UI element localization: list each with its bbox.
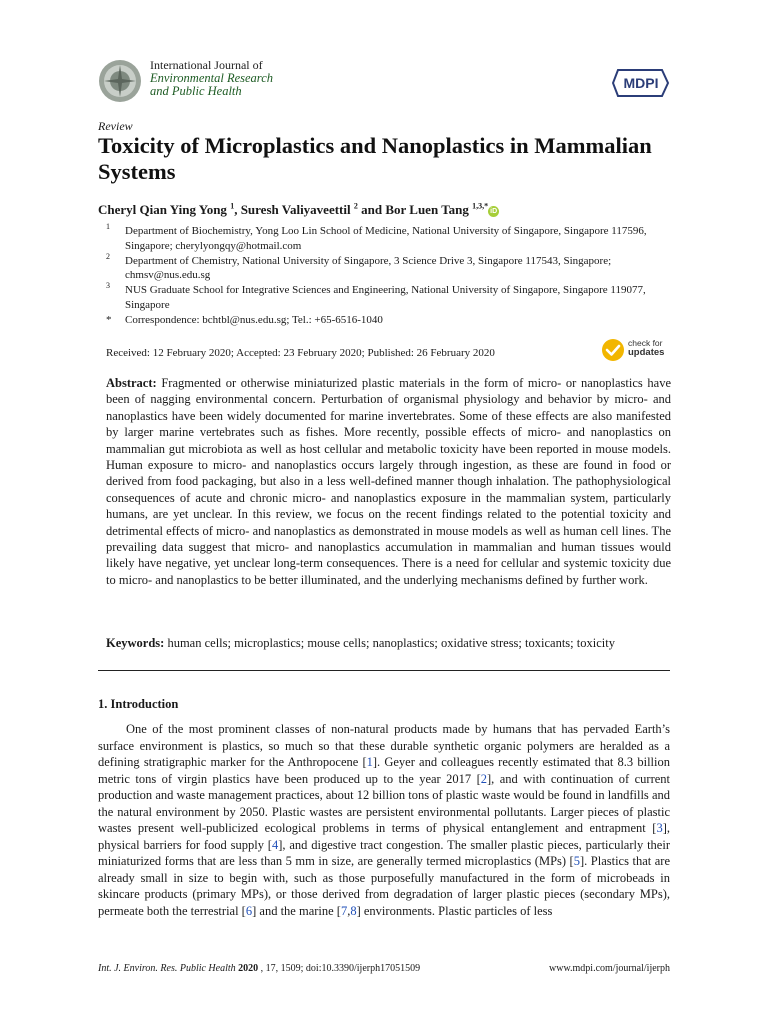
affiliation-item (98, 283, 673, 313)
intro-text: ] and the marine [ (252, 903, 341, 918)
author-separator: , (234, 202, 241, 218)
check-for-updates-button[interactable] (601, 338, 673, 362)
article-title: Toxicity of Microplastics and Nanoplastics in Mammalian Systems (98, 133, 652, 184)
reference-link[interactable]: 7 (340, 903, 348, 918)
orcid-icon[interactable]: iD (490, 208, 498, 216)
reference-link[interactable]: 1 (366, 755, 373, 769)
author-affiliation-marker: 1 (230, 202, 235, 211)
footer-journal: Int. J. Environ. Res. Public Health (98, 963, 236, 974)
affiliation-marker: 3 (106, 281, 110, 291)
reference-link[interactable]: 6 (245, 903, 253, 918)
affiliation-item (98, 224, 673, 254)
mdpi-logo-icon (612, 68, 670, 98)
publication-dates: Received: 12 February 2020; Accepted: 23 February 2020; Published: 26 February 2020 (106, 347, 495, 359)
affiliation-text: Correspondence: bchtbl@nus.edu.sg; Tel.: +65-6516-1040 (125, 313, 383, 326)
affiliation-item (98, 251, 673, 284)
author-separator: and (357, 202, 386, 218)
check-updates-line1: check for (628, 338, 663, 348)
footer-journal-url[interactable]: www.mdpi.com/journal/ijerph (549, 963, 670, 974)
svg-text:MDPI: MDPI (623, 75, 659, 91)
affiliation-text: Department of Biochemistry, Yong Loo Lin School of Medicine, National University of Singapore, Singapore 117596, Singapore; cherylyongqy@hotmail.com (125, 225, 647, 252)
author-name: Bor Luen Tang (385, 202, 469, 218)
affiliations (98, 224, 673, 328)
intro-text: ], and digestive tract congestion. The smaller plastic pieces, particularly their miniaturized forms that are less than 5 mm in size, are generally termed microplastics (MPs) [ (98, 837, 670, 868)
journal-logo-icon (98, 59, 142, 103)
journal-label: International Journal of (150, 58, 263, 72)
abstract-text: Fragmented or otherwise miniaturized plastic materials in the form of micro- or nanoplastics have been of nagging environmental concern. Perturbation of organismal physiology and behavior by micro- and nanoplastics have been widely documented for marine invertebrates. Some of these effects are also manifested by larger marine vertebrates such as fishes. More recently, possible effects of micro- and nanoplastics on mammalian gut microbiota as well as host cellular and metabolic toxicity have been reported in mouse models. Human exposure to micro- and nanoplastics occurs largely through ingestion, as these are found in food or derived from food packaging, but also in a less well-defined manner though inhalation. The pathophysiological consequences of acute and chronic micro- and nanoplastics exposure in the mammalian system, particularly humans, are yet unclear. In this review, we focus on the recent findings related to the potential toxicity and detrimental effects of micro- and nanoplastics as demonstrated in mouse models as well as human cell lines. The prevailing data suggest that micro- and nanoplastics accumulation in mammalian and human tissues would likely have negative, yet unclear long-term consequences. There is a need for cellular and systemic toxicity due to micro- and nanoplastics to be better illuminated, and the underlying mechanisms defined by further work. (106, 376, 671, 587)
affiliation-item (98, 313, 673, 328)
journal-name-line2: and Public Health (150, 84, 242, 98)
author-name: Cheryl Qian Ying Yong (98, 202, 227, 218)
section-divider (98, 670, 670, 671)
author-list (98, 202, 499, 218)
affiliation-marker: 2 (106, 251, 110, 261)
affiliation-text: Department of Chemistry, National University of Singapore, 3 Science Drive 3, Singapore 117543, Singapore; chmsv@nus.edu.sg (125, 254, 612, 282)
affiliation-text: NUS Graduate School for Integrative Sciences and Engineering, National University of Singapore, Singapore 119077, Singapore (125, 284, 646, 311)
footer-citation (98, 963, 420, 974)
author-affiliation-marker: 2 (353, 202, 358, 211)
author-affiliation-marker: 1,3,* (472, 202, 489, 211)
keywords (106, 636, 674, 651)
abstract (106, 375, 671, 588)
abstract-label: Abstract: (106, 376, 157, 390)
affiliation-marker: * (106, 313, 112, 326)
section-heading: 1. Introduction (98, 697, 179, 711)
intro-text: One of the most prominent classes of non-natural products made by humans that has pervaded Earth’s surface environment is plastics, so much so that these durable synthetic organic polymers are heralded as a defining stratigraphic marker for the Anthropocene [ (98, 722, 670, 769)
intro-text: ] environments. Plastic particles of less (356, 903, 553, 918)
journal-header (98, 56, 670, 106)
check-updates-line2: updates (628, 347, 665, 358)
reference-link[interactable]: 8 (350, 903, 357, 918)
affiliation-marker: 1 (106, 222, 110, 231)
intro-text: ], and with continuation of current production and waste management practices, about 12 billion tons of plastic waste would be found in landfills and the natural environment by 2050. Plastic wastes are persistent environmental pollutants. Larger pieces of plastic wastes present well-publicized ecological problems in terms of physical entanglement and entrapment [ (98, 771, 670, 835)
keywords-label: Keywords: (106, 636, 165, 650)
article-type: Review (98, 119, 133, 133)
footer-volume-doi: , 17, 1509; doi:10.3390/ijerph17051509 (260, 963, 421, 974)
introduction-paragraph (98, 721, 670, 919)
keywords-text: human cells; microplastics; mouse cells; nanoplastics; oxidative stress; toxicants; toxicity (167, 636, 615, 650)
check-updates-icon (601, 338, 625, 362)
journal-name-line1: Environmental Research (150, 71, 273, 85)
footer-year: 2020 (238, 963, 259, 974)
intro-text: ]. Plastics that are already small in size to begin with, such as those purposefully manufactured in the form of microbeads in skincare products (primary MPs), or those derived from degradation of larger plastic pieces (secondary MPs), permeate both the terrestrial [ (98, 854, 670, 918)
intro-text: ]. Geyer and colleagues recently estimated that 8.3 billion metric tons of virgin plastics have been produced up to the year 2017 [ (98, 755, 670, 786)
intro-text: , (347, 903, 351, 918)
intro-text: ], physical barriers for food supply [ (98, 821, 670, 852)
author-name: Suresh Valiyaveettil (240, 202, 351, 218)
reference-link[interactable]: 3 (656, 821, 663, 835)
reference-link[interactable]: 2 (480, 771, 487, 786)
reference-link[interactable]: 4 (271, 837, 279, 852)
reference-link[interactable]: 5 (573, 854, 580, 868)
